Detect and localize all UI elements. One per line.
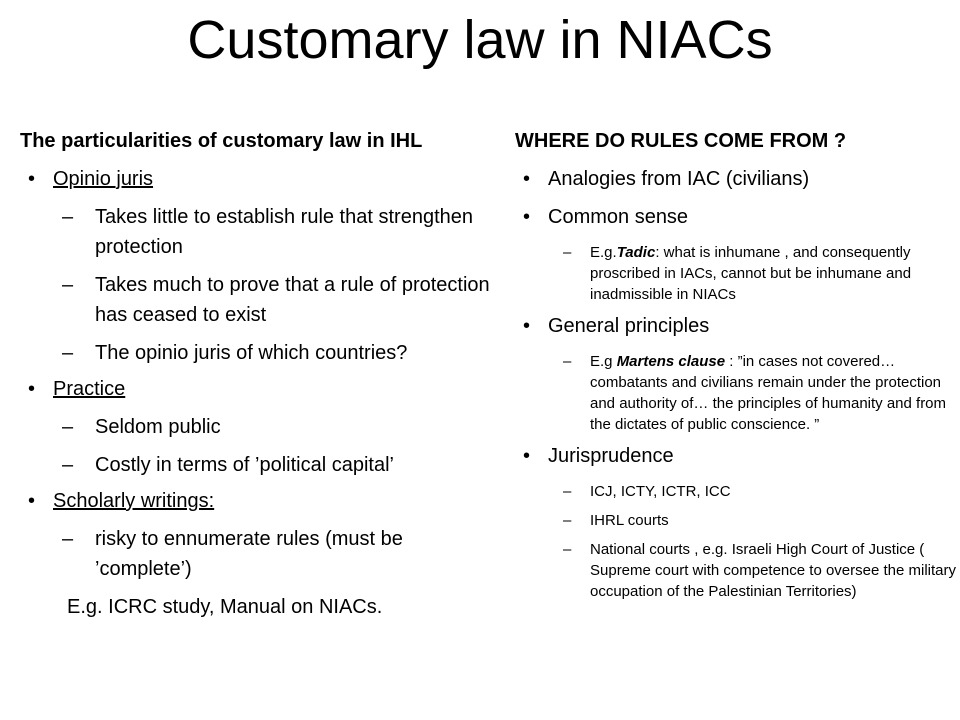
sub-item-text: risky to ennumerate rules (must be ’complete’)	[95, 528, 403, 580]
sub-item-text: : ”in cases not covered…combatants and civilians remain under the protection and authority of… the principles of humanity and from the dictates of public conscience. ”	[590, 353, 947, 433]
sub-item	[20, 270, 490, 330]
dash-icon: –	[62, 274, 74, 296]
bullet-icon: •	[523, 206, 531, 228]
dash-icon: –	[62, 342, 74, 364]
sub-item	[515, 539, 960, 602]
sub-item	[515, 242, 960, 305]
sub-item	[20, 450, 490, 480]
sub-item-text: National courts , e.g. Israeli High Court of Justice ( Supreme court with competence to oversee the military occupation of the Palestinian Territories)	[590, 541, 956, 600]
sub-item-text: ICJ, ICTY, ICTR, ICC	[590, 483, 731, 500]
bullet-label: Scholarly writings:	[53, 490, 215, 512]
example-text: E.g. ICRC study, Manual on NIACs.	[67, 596, 383, 618]
bullet-icon: •	[523, 168, 531, 190]
bullet-label: Common sense	[548, 206, 689, 228]
dash-icon: –	[563, 483, 572, 500]
bullet-jurisprudence	[515, 443, 960, 469]
sub-item	[20, 412, 490, 442]
bullet-icon: •	[523, 315, 531, 337]
sub-prefix: E.g	[590, 353, 617, 370]
sub-item-text: The opinio juris of which countries?	[95, 342, 408, 364]
right-heading: WHERE DO RULES COME FROM ?	[515, 130, 847, 152]
bullet-opinio-juris	[20, 166, 490, 192]
sub-item	[20, 524, 490, 584]
sub-item	[515, 351, 960, 435]
bullet-icon: •	[523, 445, 531, 467]
dash-icon: –	[62, 528, 74, 550]
sub-item-text: Takes little to establish rule that strengthen protection	[95, 206, 473, 258]
sub-item	[515, 510, 960, 531]
dash-icon: –	[563, 244, 572, 261]
dash-icon: –	[563, 541, 572, 558]
sub-item-text: : what is inhumane , and consequently proscribed in IACs, cannot but be inhumane and inadmissible in NIACs	[590, 244, 912, 303]
bullet-analogies	[515, 166, 960, 192]
sub-emphasis: Martens clause	[616, 353, 726, 370]
bullet-scholarly-writings	[20, 488, 490, 514]
left-column	[20, 128, 490, 622]
right-column	[515, 128, 960, 610]
bullet-icon: •	[28, 490, 36, 512]
sub-item	[20, 202, 490, 262]
sub-item	[20, 338, 490, 368]
sub-item-text: Takes much to prove that a rule of protection has ceased to exist	[95, 274, 490, 326]
sub-item-text: Costly in terms of ’political capital’	[95, 454, 394, 476]
dash-icon: –	[62, 454, 74, 476]
slide-title: Customary law in NIACs	[187, 10, 773, 70]
bullet-icon: •	[28, 168, 36, 190]
dash-icon: –	[563, 512, 572, 529]
bullet-label: Analogies from IAC (civilians)	[548, 168, 810, 190]
bullet-practice	[20, 376, 490, 402]
bullet-icon: •	[28, 378, 36, 400]
dash-icon: –	[563, 353, 572, 370]
bullet-label: General principles	[548, 315, 710, 337]
bullet-general-principles	[515, 313, 960, 339]
left-heading: The particularities of customary law in IHL	[20, 130, 423, 152]
bullet-label: Opinio juris	[53, 168, 154, 190]
sub-prefix: E.g.	[590, 244, 617, 261]
sub-item-text: IHRL courts	[590, 512, 669, 529]
bullet-label: Jurisprudence	[548, 445, 674, 467]
sub-emphasis: Tadic	[616, 244, 656, 261]
bullet-common-sense	[515, 204, 960, 230]
sub-item	[515, 481, 960, 502]
bullet-label: Practice	[53, 378, 126, 400]
dash-icon: –	[62, 416, 74, 438]
sub-item-text: Seldom public	[95, 416, 221, 438]
dash-icon: –	[62, 206, 74, 228]
